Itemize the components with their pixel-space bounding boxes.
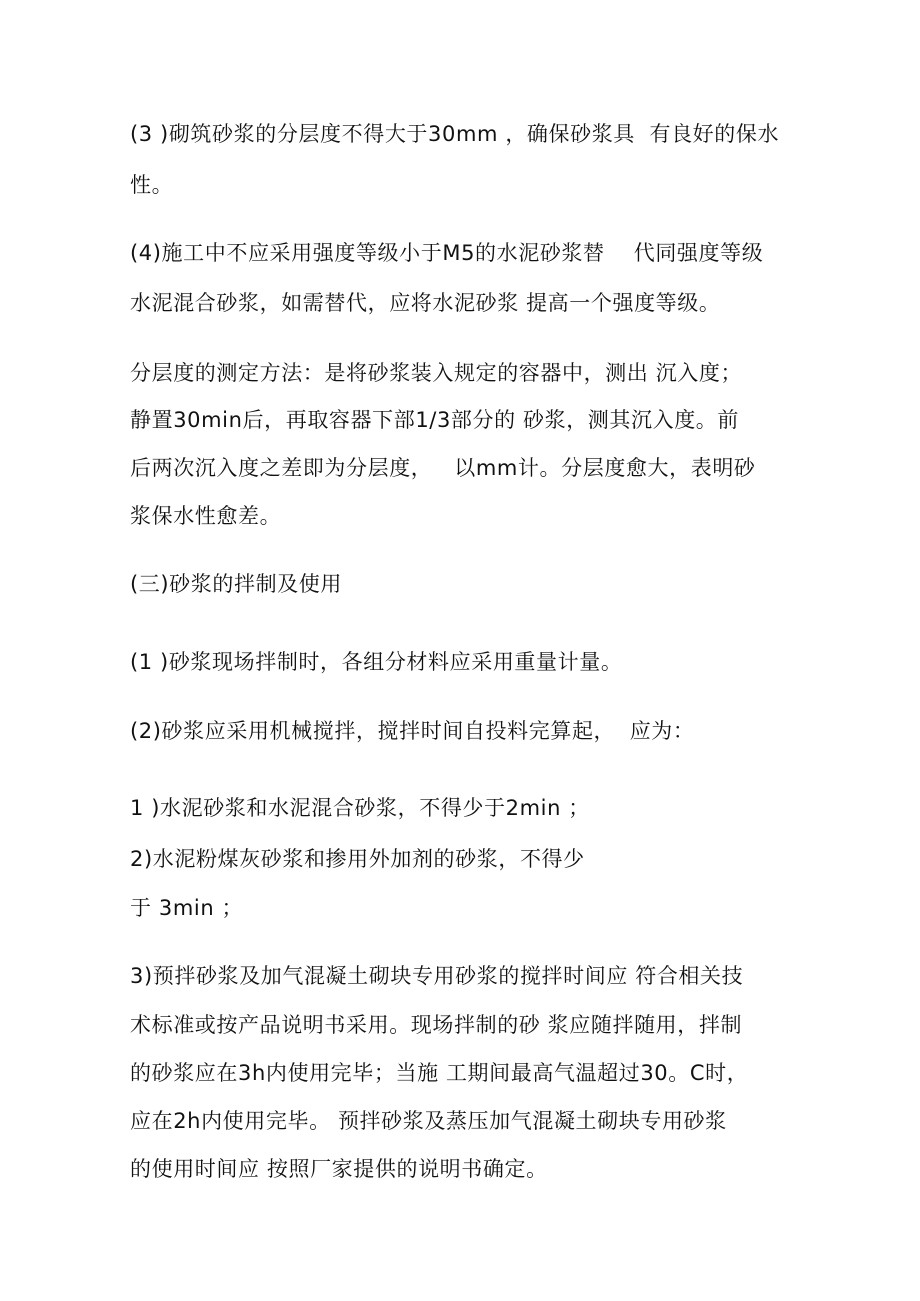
text-line: 后两次沉入度之差即为分层度， 以mm计。分层度愈大，表明砂 <box>130 456 756 480</box>
text-line: 的砂浆应在3h内使用完毕；当施 工期间最高气温超过30。C时， <box>130 1061 749 1085</box>
text-line: 的使用时间应 按照厂家提供的说明书确定。 <box>130 1157 548 1181</box>
text-line: 应在2h内使用完毕。 预拌砂浆及蒸压加气混凝土砌块专用砂浆 <box>130 1109 727 1133</box>
text-line: (1 )砂浆现场拌制时，各组分材料应采用重量计量。 <box>130 650 623 674</box>
text-line: (2)砂浆应采用机械搅拌，搅拌时间自投料完算起， 应为： <box>130 719 695 743</box>
text-line: 2)水泥粉煤灰砂浆和掺用外加剂的砂浆，不得少 <box>130 847 585 871</box>
text-line: 水泥混合砂浆，如需替代，应将水泥砂浆 提高一个强度等级。 <box>130 291 721 315</box>
text-line: (4)施工中不应采用强度等级小于M5的水泥砂浆替 代同强度等级 <box>130 241 764 265</box>
text-line: (3 )砌筑砂浆的分层度不得大于30mm ，确保砂浆具 有良好的保水 <box>130 122 780 146</box>
text-line: 3)预拌砂浆及加气混凝土砌块专用砂浆的搅拌时间应 符合相关技 <box>130 964 744 988</box>
section-heading: (三)砂浆的拌制及使用 <box>130 572 342 596</box>
text-line: 于 3min ； <box>130 896 244 920</box>
text-line: 1 )水泥砂浆和水泥混合砂浆，不得少于2min ； <box>130 796 590 820</box>
text-line: 性。 <box>130 173 174 197</box>
text-line: 分层度的测定方法：是将砂浆装入规定的容器中，测出 沉入度； <box>130 361 743 385</box>
text-line: 浆保水性愈差。 <box>130 504 282 528</box>
text-line: 静置30min后，再取容器下部1/3部分的 砂浆，测其沉入度。前 <box>130 408 739 432</box>
text-line: 术标准或按产品说明书采用。现场拌制的砂 浆应随拌随用，拌制 <box>130 1013 743 1037</box>
